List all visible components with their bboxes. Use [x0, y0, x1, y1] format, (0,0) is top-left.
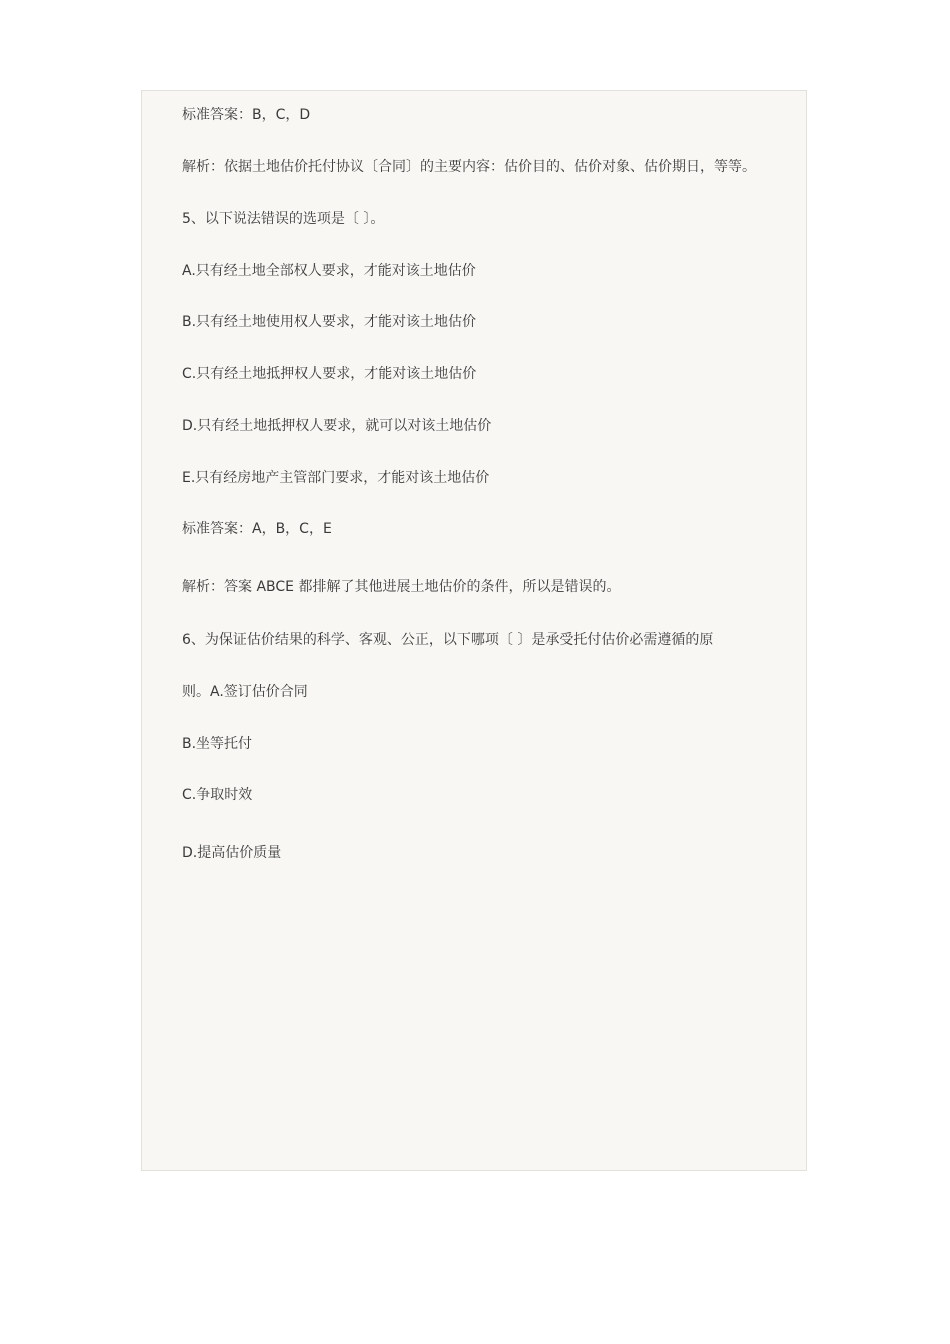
answer-line-q5: 标准答案：A，B，C，E	[182, 521, 332, 537]
option-6d: D.提高估价质量	[182, 845, 282, 861]
option-5c: C.只有经土地抵押权人要求，才能对该土地估价	[182, 366, 477, 382]
question-5: 5、以下说法错误的选项是〔 〕。	[182, 211, 385, 227]
analysis-line-q4: 解析：依据土地估价托付协议〔合同〕的主要内容：估价目的、估价对象、估价期日，等等。	[182, 159, 756, 175]
answer-line-q4: 标准答案：B，C，D	[182, 107, 311, 123]
question-6: 6、为保证估价结果的科学、客观、公正，以下哪项〔 〕是承受托付估价必需遵循的原	[182, 632, 714, 648]
analysis-line-q5: 解析：答案 ABCE 都排解了其他进展土地估价的条件，所以是错误的。	[182, 579, 621, 595]
option-6b: B.坐等托付	[182, 736, 253, 752]
option-5a: A.只有经土地全部权人要求，才能对该土地估价	[182, 263, 476, 279]
option-5d: D.只有经土地抵押权人要求，就可以对该土地估价	[182, 418, 492, 434]
option-6c: C.争取时效	[182, 787, 253, 803]
question-6-continued: 则。A.签订估价合同	[182, 684, 308, 700]
option-5e: E.只有经房地产主管部门要求，才能对该土地估价	[182, 470, 490, 486]
option-5b: B.只有经土地使用权人要求，才能对该土地估价	[182, 314, 477, 330]
